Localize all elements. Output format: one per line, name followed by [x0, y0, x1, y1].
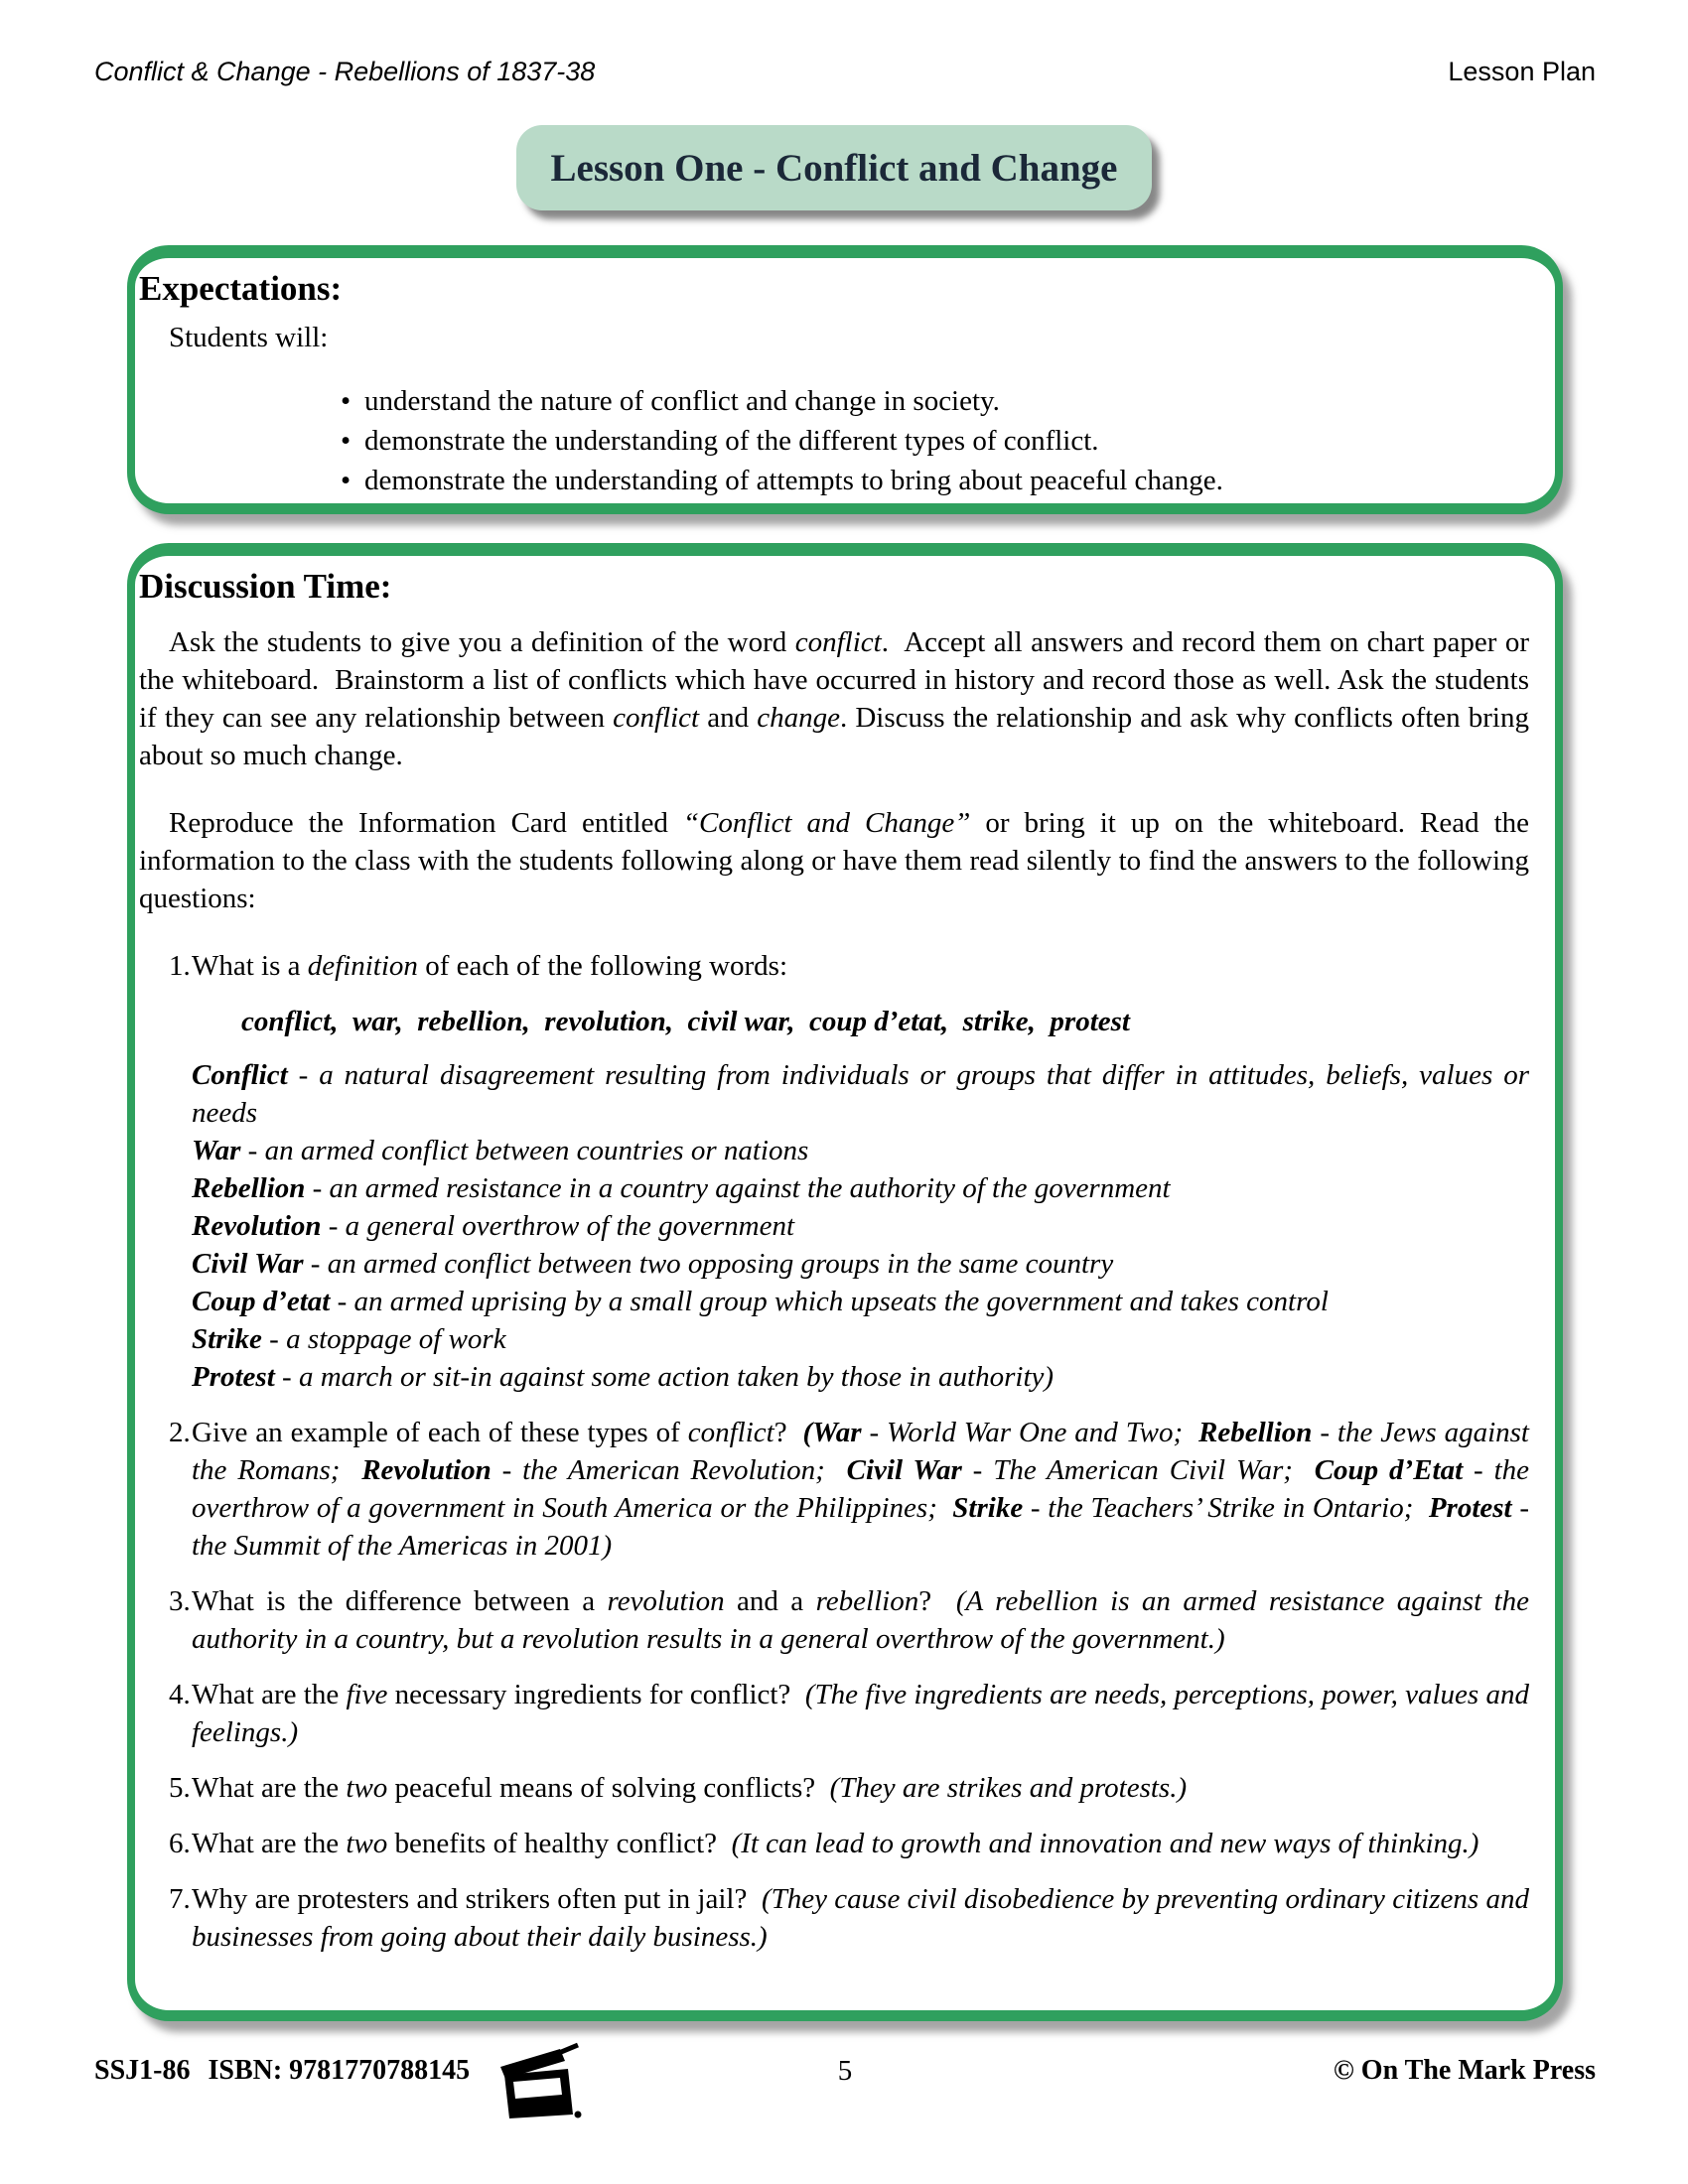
question-item — [139, 1414, 1537, 1565]
text-segment: - an armed uprising by a small group which upseats the government and takes control — [330, 1286, 1329, 1317]
question-text — [192, 1679, 1536, 1748]
text-segment: necessary ingredients for conflict? — [387, 1679, 805, 1710]
question-number: 2. — [169, 1417, 191, 1448]
text-segment: . Discuss the relationship and ask why conflicts often bring about so much change. — [139, 702, 1537, 771]
text-segment: (It can lead to growth and innovation and new ways of thinking.) — [731, 1828, 1479, 1859]
text-segment: What are the — [192, 1679, 347, 1710]
text-segment: Conflict — [192, 1059, 288, 1091]
text-segment: Reproduce the Information Card entitled — [169, 807, 683, 839]
page-footer — [94, 2041, 1596, 2130]
discussion-question-list — [139, 947, 1537, 1956]
page-number: 5 — [837, 2055, 853, 2087]
text-segment: Protest — [1428, 1492, 1512, 1524]
text-segment: Rebellion — [1198, 1417, 1313, 1448]
text-segment: (The five ingredients are needs, perceptions, power, values and feelings.) — [192, 1679, 1537, 1748]
text-segment: - The American Civil War; — [961, 1454, 1315, 1486]
discussion-paragraphs — [139, 623, 1537, 917]
discussion-heading: Discussion Time: — [139, 567, 392, 606]
text-segment: (A rebellion is an armed resistance against the authority in a country, but a revolution results in a general overthrow of the government.) — [192, 1585, 1537, 1655]
text-segment: - an armed conflict between countries or nations — [240, 1135, 809, 1166]
text-segment: or bring it up on the whiteboard. Read the information to the class with the students following along or have them read silently to find the answers to the following questions: — [139, 807, 1537, 914]
text-segment: (They cause civil disobedience by preventing ordinary citizens and businesses from going about their daily business.) — [192, 1883, 1537, 1953]
text-segment: - the American Revolution; — [491, 1454, 847, 1486]
question-item — [139, 1880, 1537, 1956]
text-segment: Strike — [952, 1492, 1024, 1524]
expectations-panel — [127, 245, 1563, 514]
text-segment: five — [346, 1679, 388, 1710]
question-number: 5. — [169, 1772, 191, 1804]
text-segment: - a march or sit-in against some action taken by those in authority) — [274, 1361, 1055, 1393]
text-segment: What is the difference between a — [192, 1585, 608, 1617]
text-segment: Protest — [192, 1361, 275, 1393]
text-segment: Civil War — [846, 1454, 962, 1486]
text-segment: - World War One and Two; — [861, 1417, 1199, 1448]
text-segment: Coup d’Etat — [1314, 1454, 1464, 1486]
text-segment: definition — [307, 950, 418, 982]
text-segment: - an armed conflict between two opposing groups in the same country — [303, 1248, 1114, 1280]
expectations-content — [135, 258, 1555, 500]
text-segment: Rebellion — [192, 1172, 306, 1204]
expectation-bullet: • demonstrate the understanding of attempts to bring about peaceful change. — [139, 461, 1529, 500]
vocabulary-word-line — [241, 1003, 1529, 1040]
text-segment: - the Summit of the Americas in 2001) — [192, 1492, 1537, 1562]
text-segment: of each of the following words: — [417, 950, 788, 982]
text-segment: - a natural disagreement resulting from individuals or groups that differ in attitudes, beliefs, values or needs — [192, 1059, 1537, 1129]
text-segment: conflict — [613, 702, 700, 734]
text-segment: conflict, war, rebellion, revolution, civil war, coup d’etat, strike, protest — [241, 1006, 1130, 1037]
expectation-bullet: • understand the nature of conflict and change in society. — [139, 381, 1529, 421]
text-segment: ( — [802, 1417, 813, 1448]
question-number: 1. — [169, 950, 191, 982]
definition-line — [192, 1056, 1537, 1132]
text-segment: . Accept all answers and record them on chart paper or the whiteboard. Brainstorm a list of conflicts which have occurred in history and record those as well. Ask the students if they can see any relationship between — [139, 626, 1537, 734]
text-segment: What is a — [192, 950, 308, 982]
question-text — [192, 1585, 1536, 1655]
question-text — [192, 1883, 1536, 1953]
definition-line — [192, 1169, 1529, 1207]
text-segment: ? — [918, 1585, 956, 1617]
question-item — [139, 1582, 1537, 1658]
page-header — [94, 56, 1596, 87]
question-item — [139, 947, 1537, 1396]
text-segment: conflict — [687, 1417, 774, 1448]
question-item — [139, 1825, 1529, 1862]
copyright-text: © On The Mark Press — [1333, 2055, 1596, 2086]
text-segment: Civil War — [192, 1248, 304, 1280]
text-segment: Strike — [192, 1323, 262, 1355]
question-number: 6. — [169, 1828, 191, 1859]
definition-line — [192, 1245, 1529, 1283]
text-segment: benefits of healthy conflict? — [387, 1828, 732, 1859]
definition-line — [192, 1207, 1529, 1245]
question-number: 3. — [169, 1585, 191, 1617]
text-segment: Revolution — [192, 1210, 322, 1242]
text-segment: ? — [774, 1417, 803, 1448]
text-segment: - the Jews against the Romans; — [192, 1417, 1537, 1486]
text-segment: Coup d’etat — [192, 1286, 331, 1317]
discussion-paragraph — [139, 804, 1537, 917]
question-number: 7. — [169, 1883, 191, 1915]
text-segment: - a general overthrow of the government — [321, 1210, 795, 1242]
question-text — [192, 950, 787, 982]
text-segment: What are the — [192, 1828, 347, 1859]
question-number: 4. — [169, 1679, 191, 1710]
text-segment: Revolution — [361, 1454, 492, 1486]
question-text — [192, 1828, 1478, 1859]
question-item — [139, 1769, 1529, 1807]
lesson-title: Lesson One - Conflict and Change — [550, 146, 1118, 190]
text-segment: two — [346, 1772, 388, 1804]
expectations-bullet-list — [139, 381, 1529, 500]
text-segment: and a — [724, 1585, 816, 1617]
discussion-panel — [127, 543, 1563, 2021]
text-segment: change — [757, 702, 840, 734]
expectations-intro: Students will: — [169, 322, 329, 353]
text-segment: rebellion — [815, 1585, 919, 1617]
text-segment: Ask the students to give you a definition of the word — [169, 626, 795, 658]
text-segment: (They are strikes and protests.) — [829, 1772, 1188, 1804]
page-type-label: Lesson Plan — [1448, 57, 1596, 86]
definitions-block — [192, 1056, 1537, 1396]
text-segment: - the overthrow of a government in South America or the Philippines; — [192, 1454, 1537, 1524]
text-segment: “Conflict and Change” — [682, 807, 971, 839]
isbn-text: ISBN: 9781770788145 — [208, 2055, 471, 2086]
text-segment: - a stoppage of work — [261, 1323, 506, 1355]
expectation-bullet: • demonstrate the understanding of the different types of conflict. — [139, 421, 1529, 461]
text-segment: two — [346, 1828, 388, 1859]
text-segment: and — [699, 702, 758, 734]
text-segment: peaceful means of solving conflicts? — [387, 1772, 830, 1804]
text-segment: conflict — [794, 626, 882, 658]
question-text — [192, 1772, 1187, 1804]
text-segment: War — [812, 1417, 862, 1448]
text-segment: War — [192, 1135, 241, 1166]
text-segment: - the Teachers’ Strike in Ontario; — [1023, 1492, 1429, 1524]
question-item — [139, 1676, 1537, 1751]
text-segment: revolution — [607, 1585, 725, 1617]
product-code-text: SSJ1-86 — [94, 2055, 191, 2086]
definition-line — [192, 1358, 1529, 1396]
definition-line — [192, 1320, 1529, 1358]
question-text — [192, 1417, 1536, 1562]
text-segment: - an armed resistance in a country against the authority of the government — [305, 1172, 1171, 1204]
expectations-heading: Expectations: — [139, 269, 343, 308]
discussion-paragraph — [139, 623, 1537, 774]
book-title: Conflict & Change - Rebellions of 1837-38 — [94, 57, 596, 86]
text-segment: Why are protesters and strikers often put in jail? — [192, 1883, 762, 1915]
discussion-content — [135, 556, 1555, 1956]
definition-line — [192, 1283, 1529, 1320]
definition-line — [192, 1132, 1529, 1169]
text-segment: What are the — [192, 1772, 347, 1804]
text-segment: Give an example of each of these types of — [192, 1417, 688, 1448]
lesson-title-banner — [516, 125, 1152, 210]
